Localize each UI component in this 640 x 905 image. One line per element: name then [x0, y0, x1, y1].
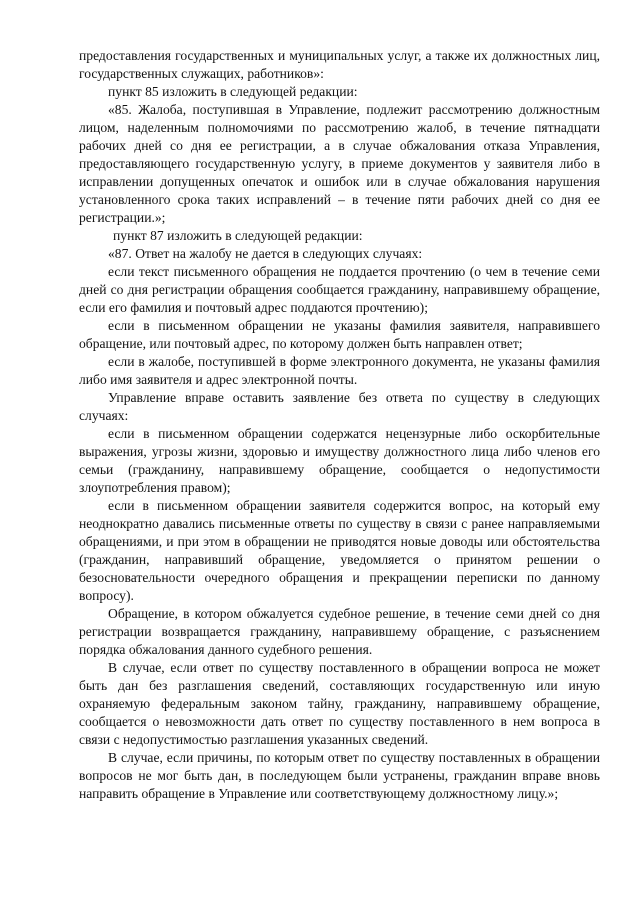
- paragraph-court-decision: Обращение, в котором обжалуется судебное решение, в течение семи дней со дня регистрации возвращается гражданину, направившему обращение, с разъяснением порядка обжалования данного судебного решения.: [79, 606, 600, 657]
- paragraph-87-case-no-name: если в письменном обращении не указаны фамилия заявителя, направившего обращение, или почтовый адрес, по которому должен быть направлен ответ;: [79, 318, 600, 351]
- paragraph-reapply: В случае, если причины, по которым ответ по существу поставленных в обращении вопросов не мог быть дан, в последующем были устранены, гражданин вправе вновь направить обращение в Управление или соответствующему должностному лицу.»;: [79, 750, 600, 801]
- paragraph-85-text: «85. Жалоба, поступившая в Управление, подлежит рассмотрению должностным лицом, наделенным полномочиями по рассмотрению жалоб, в течение пятнадцати рабочих дней со дня ее регистрации, а в случае обжалования отказа Управления, предоставляющего государственную услугу, в приеме документов у заявителя либо в исправлении допущенных опечаток и ошибок или в случае обжалования нарушения установленного срока таких исправлений – в течение пяти рабочих дней со дня ее регистрации.»;: [79, 102, 600, 225]
- paragraph-case-repeated: если в письменном обращении заявителя содержится вопрос, на который ему неоднократно давались письменные ответы по существу в связи с ранее направляемыми обращениями, и при этом в обращении не приводятся новые доводы или обстоятельства (гражданин, направивший обращение, уведомляется о принятом решении о безосновательности очередного обращения и прекращении переписки по данному вопросу).: [79, 498, 600, 603]
- paragraph-87-intro: «87. Ответ на жалобу не дается в следующих случаях:: [108, 246, 423, 261]
- paragraph-amend-87: пункт 87 изложить в следующей редакции:: [113, 228, 363, 243]
- paragraph-amend-85: пункт 85 изложить в следующей редакции:: [108, 84, 358, 99]
- paragraph-case-obscene: если в письменном обращении содержатся нецензурные либо оскорбительные выражения, угрозы жизни, здоровью и имуществу должностного лица либо членов его семьи (гражданину, направившему обращение, сообщается о недопустимости злоупотребления правом);: [79, 426, 600, 495]
- paragraph-state-secret: В случае, если ответ по существу поставленного в обращении вопроса не может быть дан без разглашения сведений, составляющих государственную или иную охраняемую федеральным законом тайну, гражданину, направившему обращение, сообщается о невозможности дать ответ по существу поставленного в нем вопроса в связи с недопустимостью разглашения указанных сведений.: [79, 660, 600, 747]
- paragraph-87-case-electronic: если в жалобе, поступившей в форме электронного документа, не указаны фамилия либо имя заявителя и адрес электронной почты.: [79, 354, 600, 387]
- paragraph-no-answer-intro: Управление вправе оставить заявление без ответа по существу в следующих случаях:: [79, 390, 600, 423]
- paragraph-continuation: предоставления государственных и муниципальных услуг, а также их должностных лиц, государственных служащих, работников»:: [79, 48, 600, 81]
- paragraph-87-case-illegible: если текст письменного обращения не поддается прочтению (о чем в течение семи дней со дня регистрации обращения сообщается гражданину, направившему обращение, если его фамилия и почтовый адрес поддаются прочтению);: [79, 264, 600, 315]
